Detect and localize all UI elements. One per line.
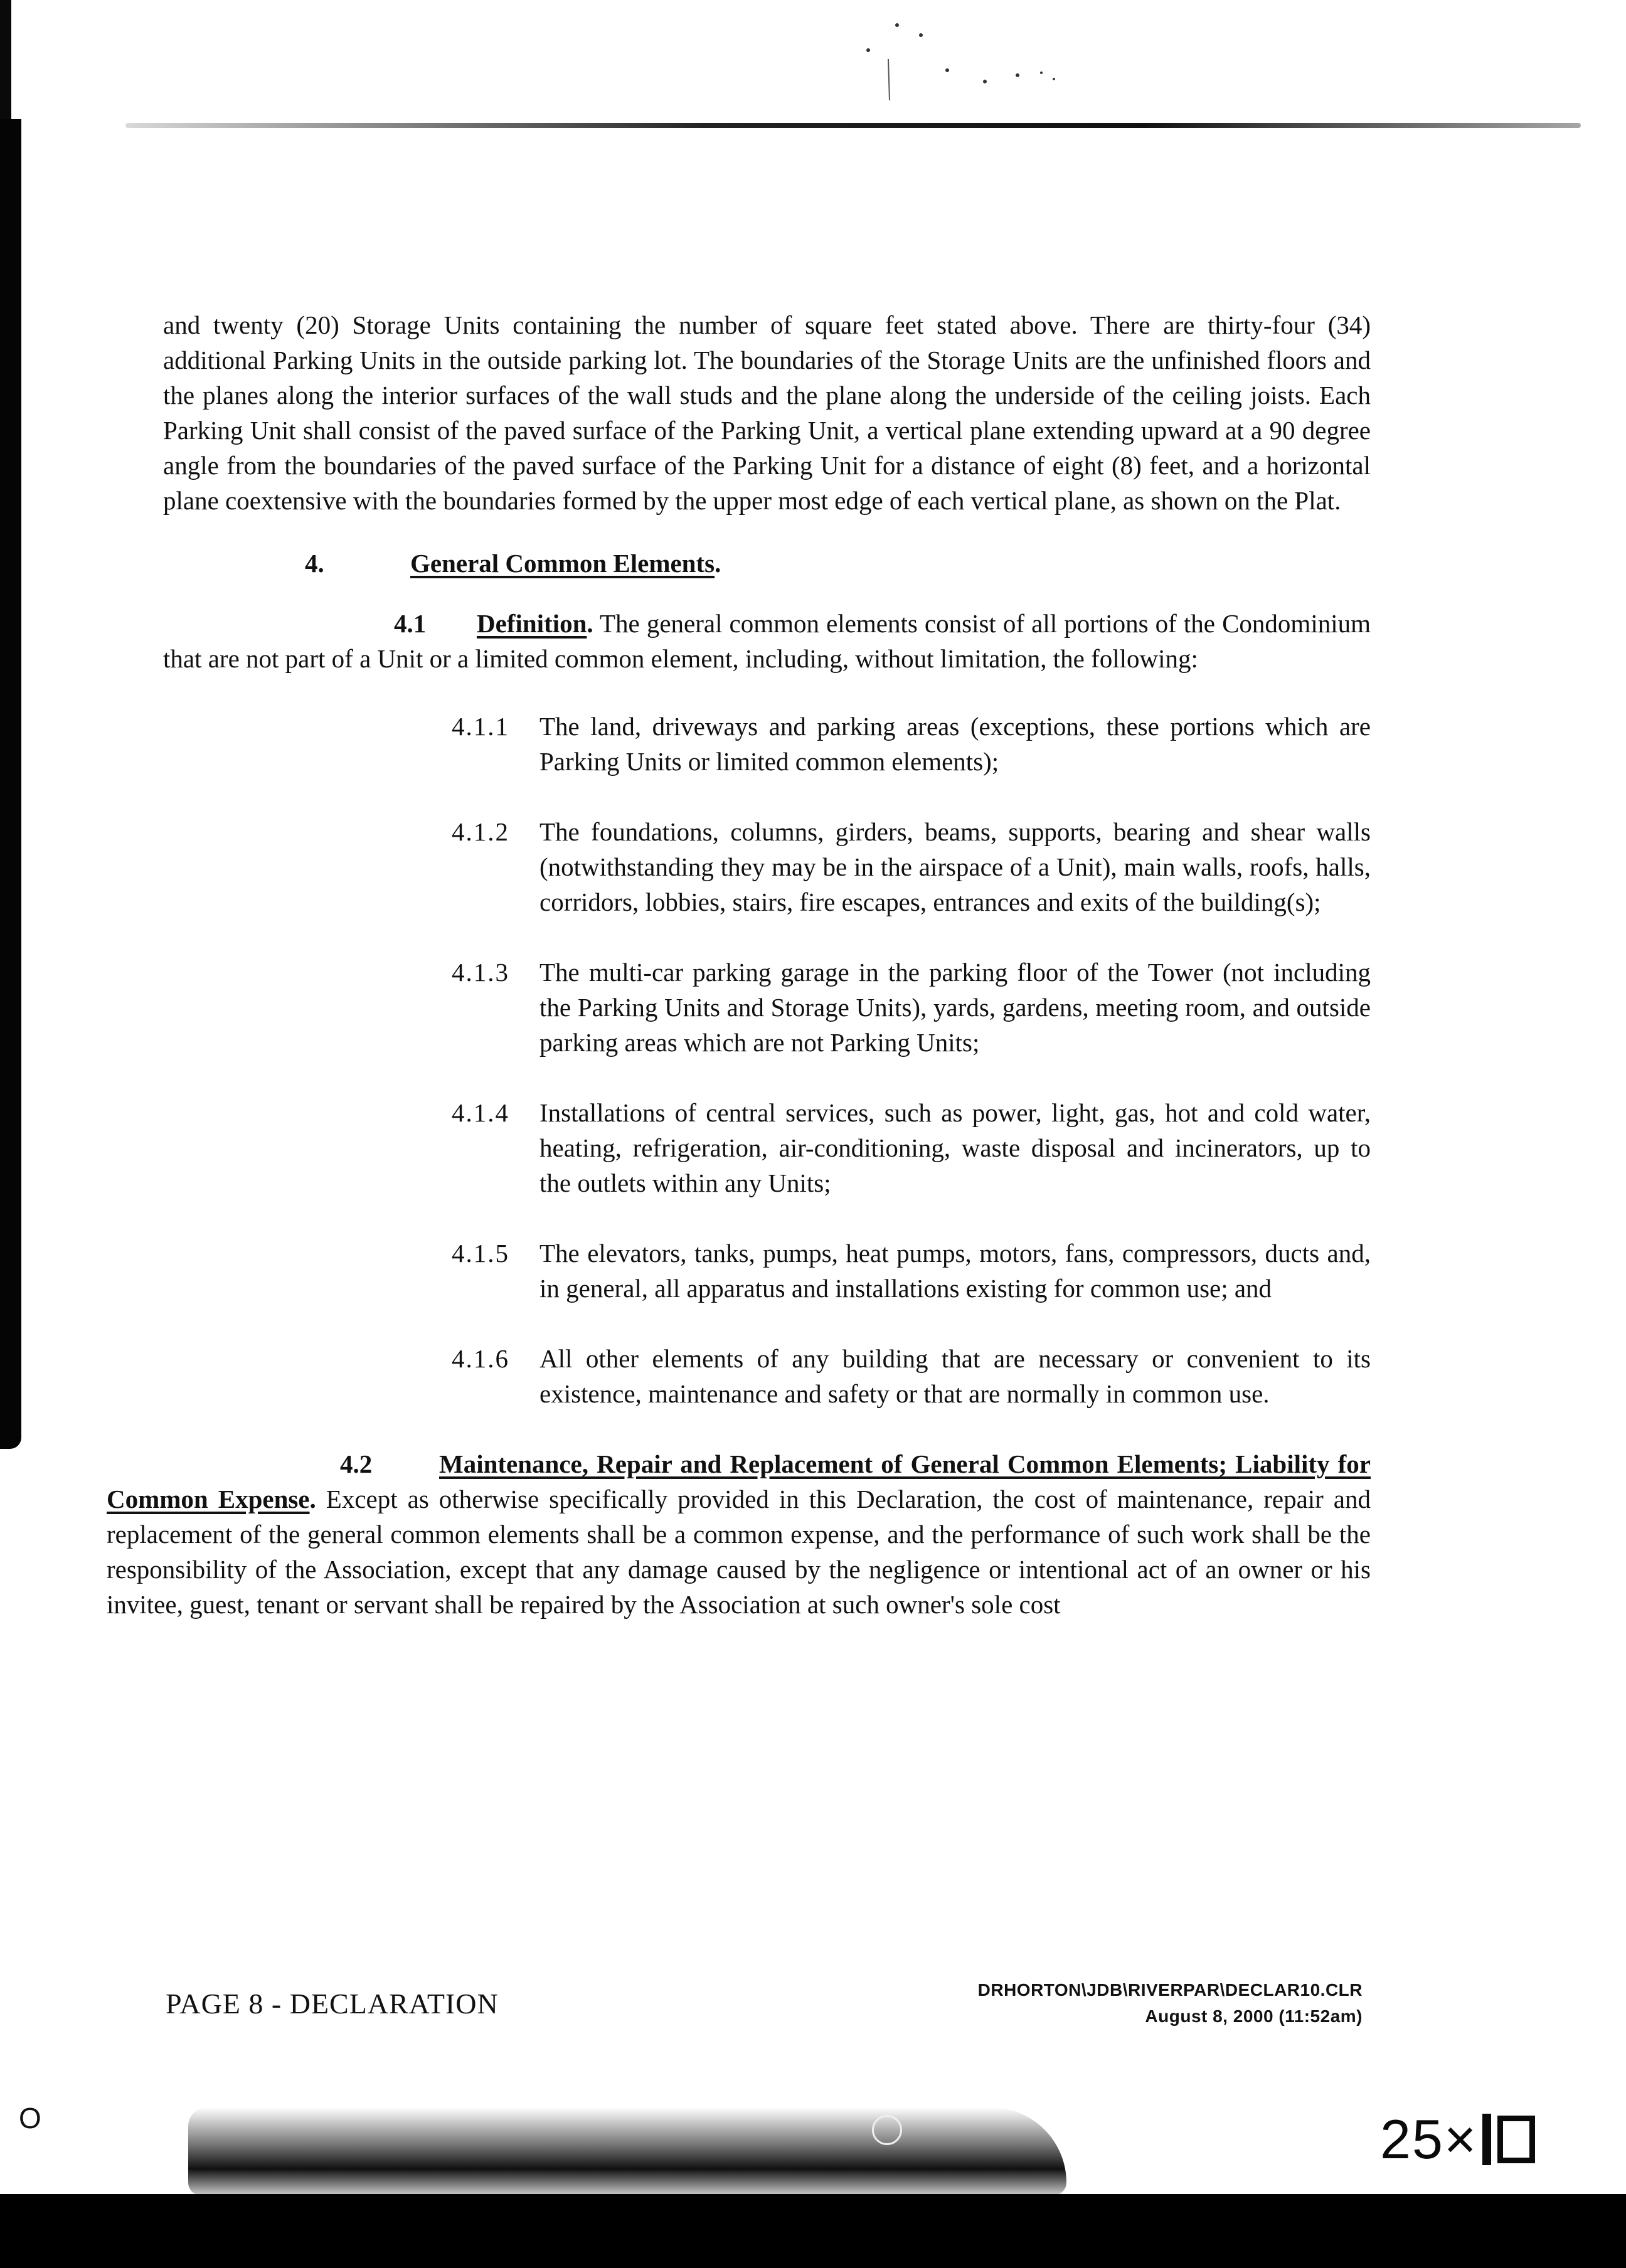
item-number: 4.1.5 <box>452 1239 509 1268</box>
scan-smear <box>188 2107 1066 2195</box>
scan-speckles <box>853 13 1079 107</box>
stamp-times-symbol: × <box>1443 2108 1478 2170</box>
scan-edge-shadow <box>0 119 21 1449</box>
section-4-heading <box>163 546 1371 581</box>
section-4-1 <box>163 606 1371 676</box>
item-text: The multi-car parking garage in the parking floor of the Tower (not including the Parking Units and Storage Units), yards, gardens, meeting room, and outside parking areas which are not Parking Units; <box>539 958 1371 1057</box>
item-text: The land, driveways and parking areas (exceptions, these portions which are Parking Units or limited common elements); <box>539 712 1371 776</box>
item-number: 4.1.1 <box>452 712 509 741</box>
item-text: The foundations, columns, girders, beams, supports, bearing and shear walls (notwithstanding they may be in the airspace of a Unit), main walls, roofs, halls, corridors, lobbies, stairs, fire escapes, entrances and exits of the building(s); <box>539 817 1371 916</box>
list-item <box>452 814 1371 919</box>
intro-paragraph: and twenty (20) Storage Units containing the number of square feet stated above. There are thirty-four (34) additional Parking Units in the outside parking lot. The boundaries of the Storage Units are the unfinished floors and the planes along the interior surfaces of the wall studs and the plane along the underside of the ceiling joists. Each Parking Unit shall consist of the paved surface of the Parking Unit, a vertical plane extending upward at a 90 degree angle from the boundaries of the paved surface of the Parking Unit for a distance of eight (8) feet, and a horizontal plane coextensive with the boundaries formed by the upper most edge of each vertical plane, as shown on the Plat. <box>163 310 1371 515</box>
footer-timestamp: August 8, 2000 (11:52am) <box>1145 2006 1363 2026</box>
section-4-2-text: Except as otherwise specifically provided in this Declaration, the cost of maintenance, repair and replacement of the general common elements shall be a common expense, and the performance of such work shall be the responsibility of the Association, except that any damage caused by the negligence or intentional act of an owner or his invitee, guest, tenant or servant shall be repaired by the Association at such owner's sole cost <box>107 1485 1371 1619</box>
list-item <box>452 1095 1371 1200</box>
section-4-2-number: 4.2 <box>340 1449 373 1478</box>
page-stamp <box>1380 2107 1535 2171</box>
item-text: Installations of central services, such as power, light, gas, hot and cold water, heating, refrigeration, air-conditioning, waste disposal and incinerators, up to the outlets within any Units; <box>539 1098 1371 1197</box>
section-4-2-title-suffix: . <box>309 1485 316 1513</box>
item-number: 4.1.4 <box>452 1098 509 1127</box>
section-4-2-title: Maintenance, Repair and Replacement of General Common Elements; Liability for Common Expense <box>107 1449 1371 1513</box>
footer-file-path: DRHORTON\JDB\RIVERPAR\DECLAR10.CLR <box>977 1980 1363 2000</box>
section-4-2 <box>107 1446 1371 1622</box>
left-margin-mark: O <box>19 2102 41 2134</box>
stamp-box-icon <box>1497 2116 1535 2163</box>
document-body <box>107 307 1371 1622</box>
stamp-number: 25 <box>1380 2108 1444 2170</box>
list-item <box>452 1236 1371 1306</box>
definition-items-list <box>163 709 1371 1411</box>
stamp-bar-icon <box>1482 2114 1491 2165</box>
section-4-1-title: Definition <box>477 609 587 638</box>
footer-file-info <box>978 1977 1363 2030</box>
list-item <box>452 1341 1371 1411</box>
item-text: The elevators, tanks, pumps, heat pumps, motors, fans, compressors, ducts and, in general, all apparatus and installations existing for common use; and <box>539 1239 1371 1303</box>
footer-page-label: PAGE 8 - DECLARATION <box>166 1988 499 2020</box>
section-4-1-text: The general common elements consist of all portions of the Condominium that are not part of a Unit or a limited common element, including, without limitation, the following: <box>163 609 1371 673</box>
item-number: 4.1.6 <box>452 1344 509 1373</box>
section-4-1-number: 4.1 <box>394 609 427 638</box>
scan-edge-shadow-top <box>0 0 11 125</box>
item-number: 4.1.3 <box>452 958 509 987</box>
scan-black-strip <box>0 2194 1626 2268</box>
section-4-number: 4. <box>305 549 324 578</box>
scan-circle-mark <box>872 2115 902 2145</box>
list-item <box>452 709 1371 779</box>
list-item <box>452 955 1371 1060</box>
item-text: All other elements of any building that are necessary or convenient to its existence, maintenance and safety or that are normally in common use. <box>539 1344 1371 1408</box>
section-4-title: General Common Elements <box>410 549 715 578</box>
section-4-1-title-suffix: . <box>587 609 593 638</box>
section-4-title-suffix: . <box>715 549 721 578</box>
scan-top-rule <box>125 123 1581 128</box>
item-number: 4.1.2 <box>452 817 509 846</box>
